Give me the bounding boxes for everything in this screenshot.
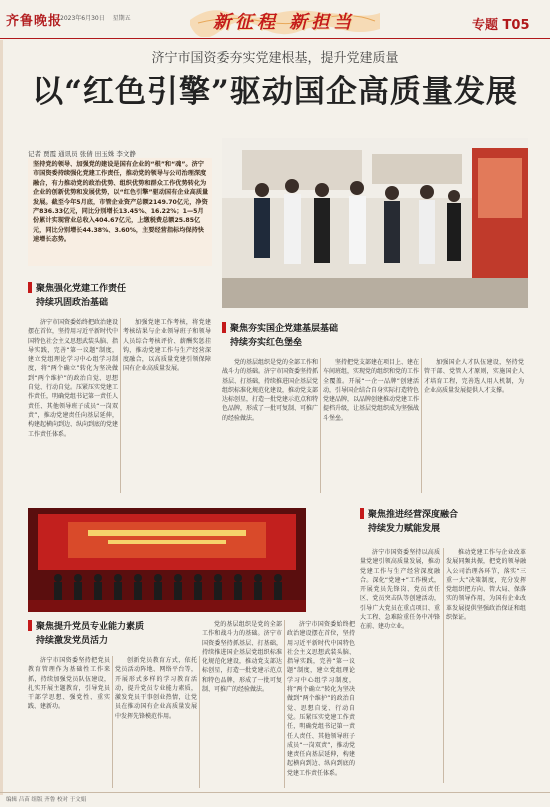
section-4-body-col4 (287, 620, 355, 790)
paragraph: 加强国企人才队伍建设，坚持党管干部、党管人才原则，实施国企人才培育工程，完善选人用人机制，为企业高质量发展提供人才支撑。 (424, 359, 524, 394)
section-heading-1: 聚焦强化党建工作责任 持续巩固政治基础 (28, 282, 218, 310)
footer-divider (0, 792, 550, 793)
byline: 记者 贾霞 通讯员 张倩 田玉姝 李文静 (28, 150, 136, 158)
column-divider (421, 358, 422, 493)
paragraph: 济宁市国资委坚持把党员教育管理作为基础性工作来抓，持续加强党员队伍建设，扎实开展主题教育，引导党员干部学思想、强党性、重实践、建新功。 (28, 657, 110, 711)
column-divider (199, 656, 200, 788)
section-1-body-col2 (123, 318, 211, 496)
paragraph: 济宁市国资委坚持以高质量党建引领高质量发展，推动党建工作与生产经营深度融合。深化“党建+”工作模式，开展党员先锋岗、党员责任区、党员突击队等创建活动，引导广大党员在重点项目、重大工程、急难险重任务中冲锋在前、建功立业。 (360, 549, 440, 631)
paragraph: 推动党建工作与企业改革发展同频共振，把党的领导融入公司治理各环节，落实“三重一大”决策制度，充分发挥党组织把方向、管大局、保落实的领导作用，为国有企业改革发展提供坚强政治保证和组织保证。 (446, 549, 526, 622)
paragraph: 党的基层组织是党的全部工作和战斗力的基础。济宁市国资委坚持抓基层、打基础，持续推进国企基层党组织标准化规范化建设，推动党支部达标创星，打造一批党建示范点和特色品牌，形成了一批可复制、可推广的经验做法。 (222, 359, 318, 422)
newspaper-masthead: 齐鲁晚报 (6, 14, 63, 29)
section-4-body-col2 (115, 656, 197, 791)
section-marker-icon (222, 322, 226, 333)
weekday-text: 星期五 (112, 15, 131, 22)
section-4-body-col1 (28, 656, 110, 791)
section-heading-3: 聚焦推进经营深度融合 持续发力赋能发展 (360, 508, 530, 536)
section-3-body-col2 (446, 548, 526, 788)
section-3-body-col1 (360, 548, 440, 788)
section-2-body-col1 (222, 358, 318, 498)
left-margin-decoration (0, 40, 8, 795)
section-2-body-col3 (424, 358, 524, 498)
column-divider (443, 548, 444, 783)
column-divider (112, 656, 113, 788)
page-footer-credits: 编辑 吕苗 组版 齐鲁 校对 于文娟 (6, 797, 87, 803)
article-headline: 以“红色引擎”驱动国企高质量发展 (32, 74, 518, 110)
section-4-body-col3 (202, 620, 282, 790)
slogan-title: 新征程 新担当 (213, 12, 356, 33)
paragraph: 党的基层组织是党的全部工作和战斗力的基础。济宁市国资委坚持抓基层、打基础，持续推进国企基层党组织标准化规范化建设，推动党支部达标创星，打造一批党建示范点和特色品牌，形成了一批可复制、可推广的经验做法。 (202, 621, 282, 694)
section-marker-icon (28, 282, 32, 293)
paragraph: 济宁市国资委始终把政治建设摆在首位，坚持用习近平新时代中国特色社会主义思想武装头脑、指导实践，完善“第一议题”制度，建立党组理论学习中心组学习制度，将“两个确立”转化为坚决做到“两个维护”的政治自觉、思想自觉、行动自觉。压紧压实党建工作责任，明确党组书记第一责任人责任、其他领导班子成员“一岗双责”，推动党建责任向基层延伸，构建起横向到边、纵向到底的党建工作责任体系。 (287, 621, 355, 777)
photo-stage-event (28, 508, 306, 612)
section-heading-2: 聚焦夯实国企党建基层基础 持续夯实红色堡垒 (222, 322, 522, 350)
column-divider (120, 318, 121, 493)
section-marker-icon (360, 508, 364, 519)
paragraph: 创新党员教育方式，依托党员活动阵地、网络平台等，开展形式多样的学习教育活动，提升党员专业能力素质，激发党员干事创业热情，让党员在推动国有企业高质量发展中发挥先锋模范作用。 (115, 657, 197, 720)
section-label: 专题 T05 (472, 18, 530, 33)
section-1-body-col1 (28, 318, 118, 496)
issue-date (60, 13, 131, 22)
lead-paragraph: 坚持党的领导、加强党的建设是国有企业的“根”和“魂”。济宁市国资委持续强化党建工作责任，推动党的领导与公司治理深度融合，有力推动党的政治优势、组织优势和群众工作优势转化为企业的创新优势和发展优势，以“红色引擎”驱动国有企业高质量发展。截至今年5月底，市管企业资产总额2149.70亿元，净资产836.33亿元，同比分别增长13.45%、16.22%；1—5月份累计实现营业总收入404.67亿元，上缴税费总额25.85亿元，同比分别增长44.38%、3.60%，主要经营指标均保持快速增长态势。 (33, 161, 209, 244)
paragraph: 坚持把党支部建在项目上、建在车间班组，实现党的组织和党的工作全覆盖。开展“一企一品牌”创建活动，引导国企结合自身实际打造特色党建品牌，以品牌创建推动党建工作提档升级，让基层党组织成为坚强战斗堡垒。 (323, 359, 419, 422)
date-text: 2023年6月30日 (60, 15, 105, 22)
paragraph: 加强党建工作考核，将党建考核结果与企业领导班子和领导人员综合考核评价、薪酬奖惩挂钩，推动党建工作与生产经营深度融合，以高质量党建引领保障国有企业高质量发展。 (123, 319, 211, 373)
column-divider (284, 620, 285, 788)
section-2-body-col2 (323, 358, 419, 498)
header-divider (0, 38, 550, 39)
column-divider (320, 358, 321, 493)
article-subheadline: 济宁市国资委夯实党建根基，提升党建质量 (151, 51, 399, 66)
section-heading-4: 聚焦提升党员专业能力素质 持续激发党员活力 (28, 620, 308, 648)
paragraph: 济宁市国资委始终把政治建设摆在首位，坚持用习近平新时代中国特色社会主义思想武装头脑、指导实践，完善“第一议题”制度，建立党组理论学习中心组学习制度，将“两个确立”转化为坚决做到“两个维护”的政治自觉、思想自觉、行动自觉。压紧压实党建工作责任，明确党组书记第一责任人责任、其他领导班子成员“一岗双责”，推动党建责任向基层延伸，构建起横向到边、纵向到底的党建工作责任体系。 (28, 319, 118, 438)
section-marker-icon (28, 620, 32, 631)
photo-officials-visit (222, 138, 528, 308)
